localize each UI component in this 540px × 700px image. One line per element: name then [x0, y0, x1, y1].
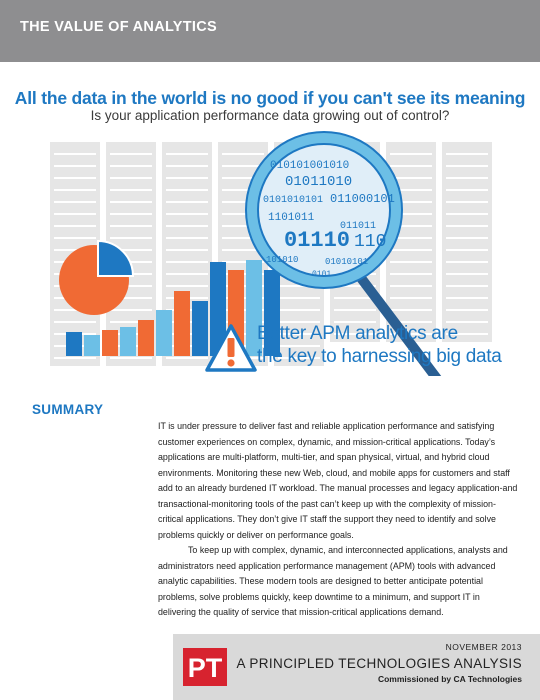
footer-credit: Commissioned by CA Technologies: [377, 674, 522, 684]
lens-binary-5: 1101011: [268, 212, 315, 224]
callout-line-1: Better APM analytics are: [257, 323, 458, 344]
lens-binary-9: 01010101: [325, 257, 369, 267]
lens-binary-10: 110: [354, 232, 387, 252]
lens-binary-4: 011000101: [330, 192, 395, 206]
lens-binary-7: 011011: [340, 221, 377, 232]
summary-heading: SUMMARY: [32, 402, 104, 417]
lens-binary-8: 101010: [266, 255, 299, 265]
lens-binary-3: 0101010101: [263, 195, 324, 206]
hero-subhead: Is your application performance data growing out of control?: [90, 108, 450, 123]
principled-technologies-logo: [183, 648, 227, 686]
logo-text: PT: [187, 653, 223, 683]
summary-paragraph-1: IT is under pressure to deliver fast and reliable application performance and satisfying customer experiences on complex, dynamic, and mission-critical applications. Today’s applications are multi-platform, multi-tier, and span physical, virtual, and hybrid cloud environments. Monitoring these new Web, cloud, and mobile apps for customers and staff add to an already burdened IT workload. The manual processes and legacy application-and transactional-monitoring tools of the past can’t keep up with the complexity of mission-critical applications. They don’t give IT staff the support they need to identify and solve problems quickly or deliver on performance goals.: [158, 421, 518, 540]
page-title: THE VALUE OF ANALYTICS: [20, 19, 217, 35]
summary-body: [158, 419, 520, 621]
summary-paragraph-2: To keep up with complex, dynamic, and interconnected applications, analysts and administrators need application performance management (APM) tools with advanced analytic capabilities. These modern tools are designed to better anticipate potential problems, solve problems quickly, keep downtime to a minimum, and support IT in delivering the quality of service that mission-critical applications demand.: [158, 545, 508, 617]
callout-line-2: the key to harnessing big data: [257, 346, 502, 367]
footer-title: A PRINCIPLED TECHNOLOGIES ANALYSIS: [236, 656, 522, 671]
hero-headline: All the data in the world is no good if you can't see its meaning: [14, 88, 526, 108]
footer-date: NOVEMBER 2013: [445, 642, 522, 652]
lens-binary-11: 0101: [312, 270, 332, 279]
lens-binary-6: 01110: [284, 228, 351, 253]
lens-binary-1: 010101001010: [270, 160, 350, 172]
lens-binary-2: 01011010: [285, 174, 353, 190]
hero-callout: [257, 322, 502, 368]
